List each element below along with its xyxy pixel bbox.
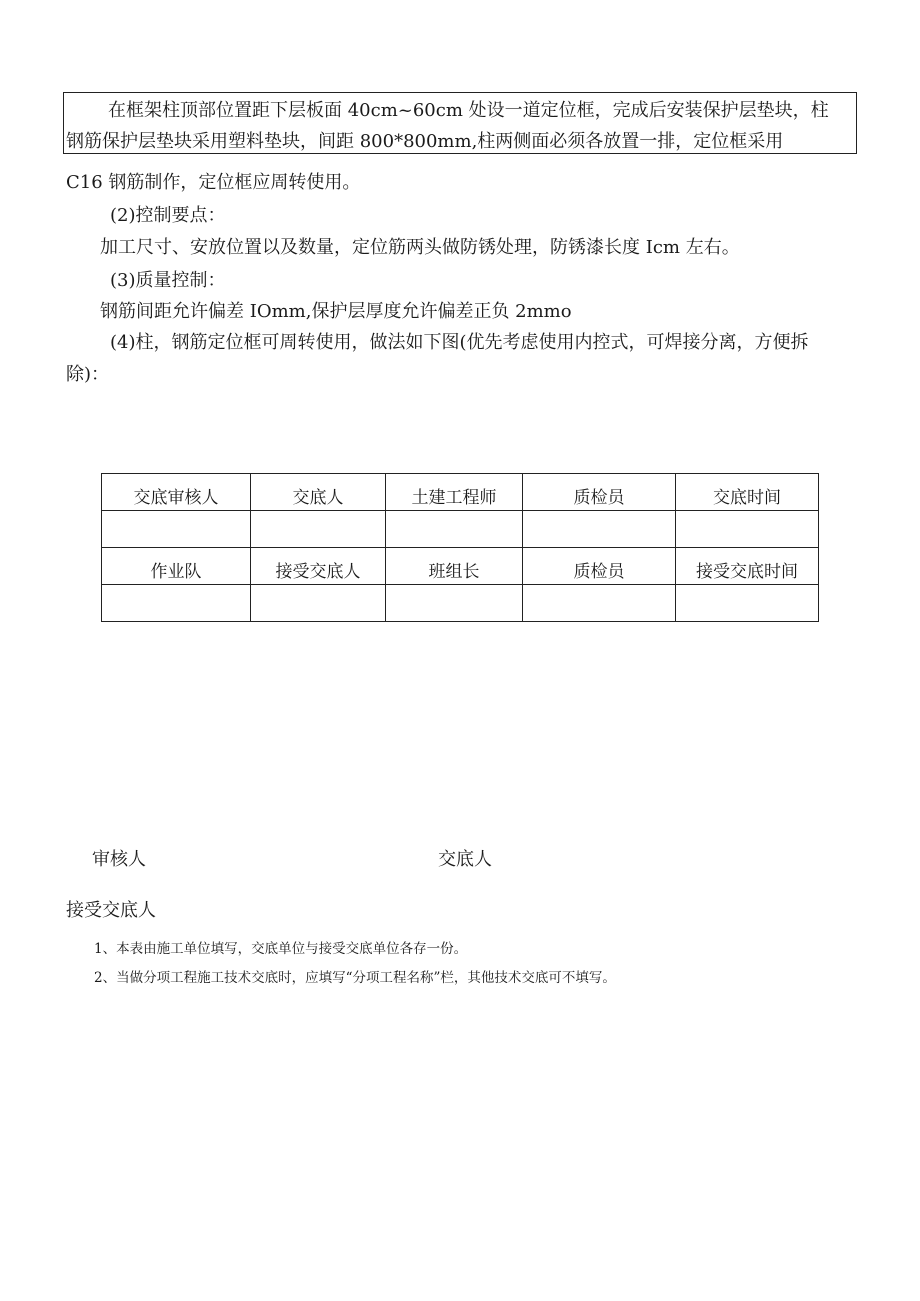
header-cell-team-leader: 班组长 (386, 548, 523, 585)
empty-cell (102, 585, 251, 622)
header-cell-civil-engineer: 土建工程师 (386, 474, 523, 511)
paragraph-control-points: 加工尺寸、安放位置以及数量，定位筋两头做防锈处理，防锈漆长度 Icm 左右。 (100, 237, 740, 258)
header-cell-receiver: 接受交底人 (251, 548, 386, 585)
paragraph-c16: C16 钢筋制作，定位框应周转使用。 (66, 172, 361, 193)
header-cell-work-team: 作业队 (102, 548, 251, 585)
header-cell-review: 交底审核人 (102, 474, 251, 511)
empty-cell (676, 585, 819, 622)
empty-cell (251, 585, 386, 622)
footnote-2: 2、当做分项工程施工技术交底时，应填写“分项工程名称”栏，其他技术交底可不填写。 (94, 970, 616, 986)
paragraph-column-frame-line-1: (4)柱，钢筋定位框可周转使用，做法如下图(优先考虑使用内控式，可焊接分离，方便拆 (110, 332, 809, 353)
empty-cell (102, 511, 251, 548)
heading-quality-control: (3)质量控制： (110, 270, 226, 291)
header-cell-inspector: 质检员 (523, 474, 676, 511)
empty-cell (386, 511, 523, 548)
paragraph-column-frame-line-2: 除)： (66, 364, 110, 385)
signature-receiver-label: 接受交底人 (66, 900, 156, 921)
table-row (102, 511, 819, 548)
handover-signature-table (101, 473, 819, 622)
header-cell-receive-time: 接受交底时间 (676, 548, 819, 585)
table-row (102, 474, 819, 511)
header-cell-inspector-2: 质检员 (523, 548, 676, 585)
header-cell-presenter: 交底人 (251, 474, 386, 511)
signature-presenter-label: 交底人 (438, 849, 492, 870)
empty-cell (523, 511, 676, 548)
empty-cell (386, 585, 523, 622)
paragraph-quality-control: 钢筋间距允许偏差 IOmm,保护层厚度允许偏差正负 2mmo (100, 301, 572, 322)
empty-cell (523, 585, 676, 622)
empty-cell (251, 511, 386, 548)
table-row (102, 548, 819, 585)
heading-control-points: (2)控制要点： (110, 205, 226, 226)
signature-reviewer-label: 审核人 (92, 849, 146, 870)
header-cell-handover-time: 交底时间 (676, 474, 819, 511)
empty-cell (676, 511, 819, 548)
table-row (102, 585, 819, 622)
boxed-paragraph-line-1: 在框架柱顶部位置距下层板面 40cm~60cm 处设一道定位框，完成后安装保护层垫块，柱 (108, 100, 829, 121)
footnote-1: 1、本表由施工单位填写，交底单位与接受交底单位各存一份。 (94, 941, 468, 957)
boxed-paragraph-line-2: 钢筋保护层垫块采用塑料垫块，间距 800*800mm,柱两侧面必须各放置一排，定位框采用 (66, 131, 784, 152)
